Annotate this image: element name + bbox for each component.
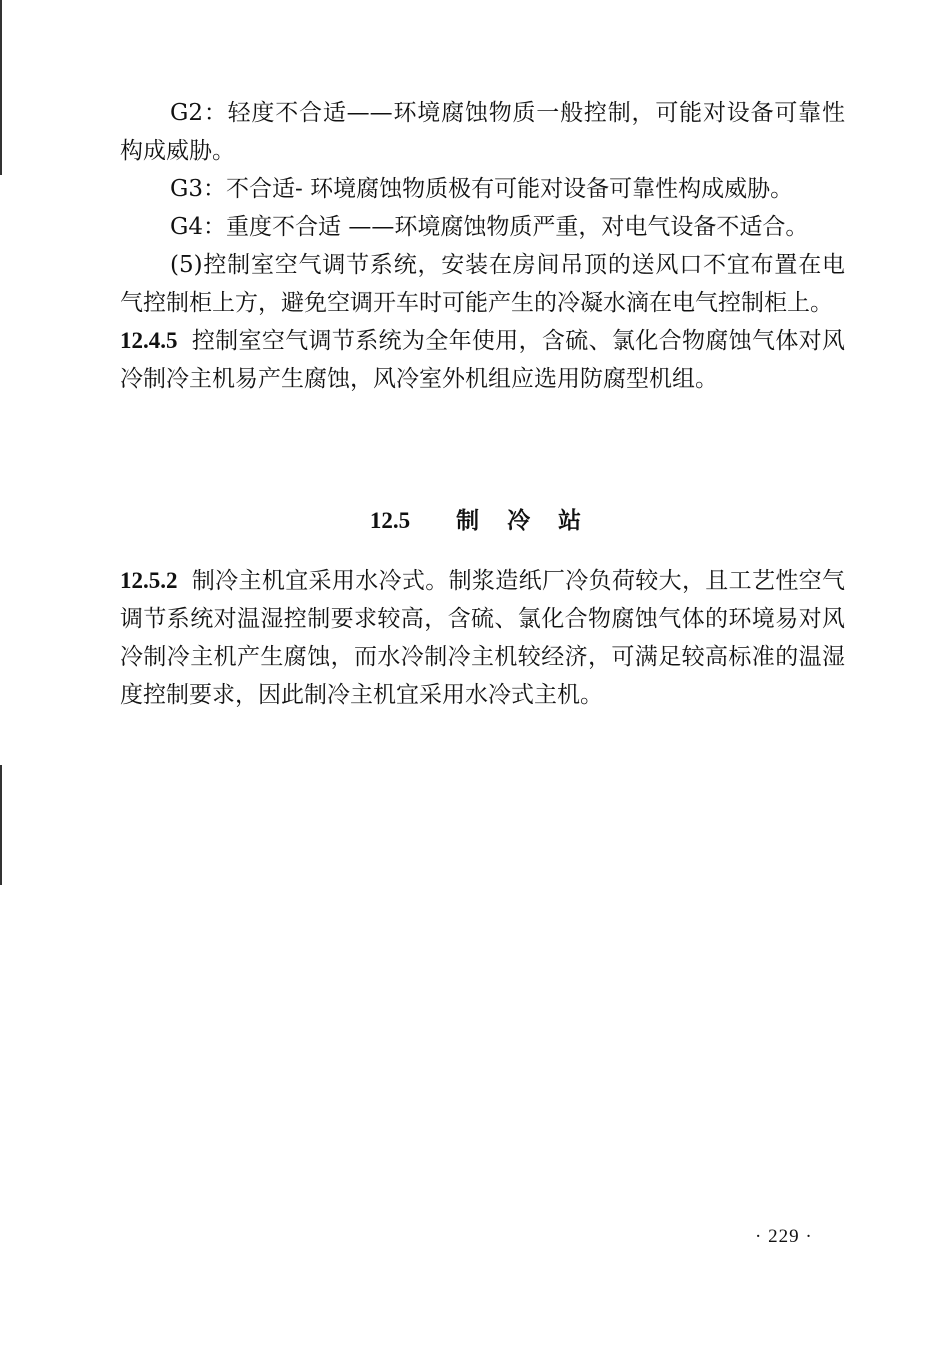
body-text-upper	[120, 94, 845, 398]
clause-12-4-5-number: 12.4.5	[120, 328, 178, 353]
section-heading-block	[120, 502, 845, 540]
clause-12-5-2-number: 12.5.2	[120, 568, 178, 593]
scan-edge-line-middle	[0, 765, 2, 885]
paragraph-g3: G3：不合适- 环境腐蚀物质极有可能对设备可靠性构成威胁。	[170, 176, 794, 202]
paragraph-g2: G2：轻度不合适——环境腐蚀物质一般控制，可能对设备可靠性构成威胁。	[120, 100, 845, 164]
scan-edge-line-top	[0, 0, 2, 175]
clause-12-5-2-text: 制冷主机宜采用水冷式。制浆造纸厂冷负荷较大，且工艺性空气调节系统对温湿控制要求较高，含硫、氯化合物腐蚀气体的环境易对风冷制冷主机产生腐蚀，而水冷制冷主机较经济，可满足较高标准的温湿度控制要求，因此制冷主机宜采用水冷式主机。	[120, 568, 845, 708]
section-heading	[120, 502, 845, 540]
clause-12-4-5-text: 控制室空气调节系统为全年使用，含硫、氯化合物腐蚀气体对风冷制冷主机易产生腐蚀，风冷室外机组应选用防腐型机组。	[120, 328, 845, 392]
paragraph-item-5: (5)控制室空气调节系统，安装在房间吊顶的送风口不宜布置在电气控制柜上方，避免空调开车时可能产生的冷凝水滴在电气控制柜上。	[120, 252, 845, 316]
body-text-lower	[120, 562, 845, 714]
section-title-char-3: 站	[558, 507, 582, 534]
clause-12-4-5	[120, 322, 845, 398]
section-title-char-1: 制	[456, 507, 480, 534]
paragraph-g4: G4：重度不合适 ——环境腐蚀物质严重，对电气设备不适合。	[170, 214, 809, 240]
page-number: · 229 ·	[755, 1226, 813, 1247]
section-number: 12.5	[369, 508, 411, 533]
clause-12-5-2	[120, 562, 845, 714]
section-title-char-2: 冷	[507, 507, 531, 534]
